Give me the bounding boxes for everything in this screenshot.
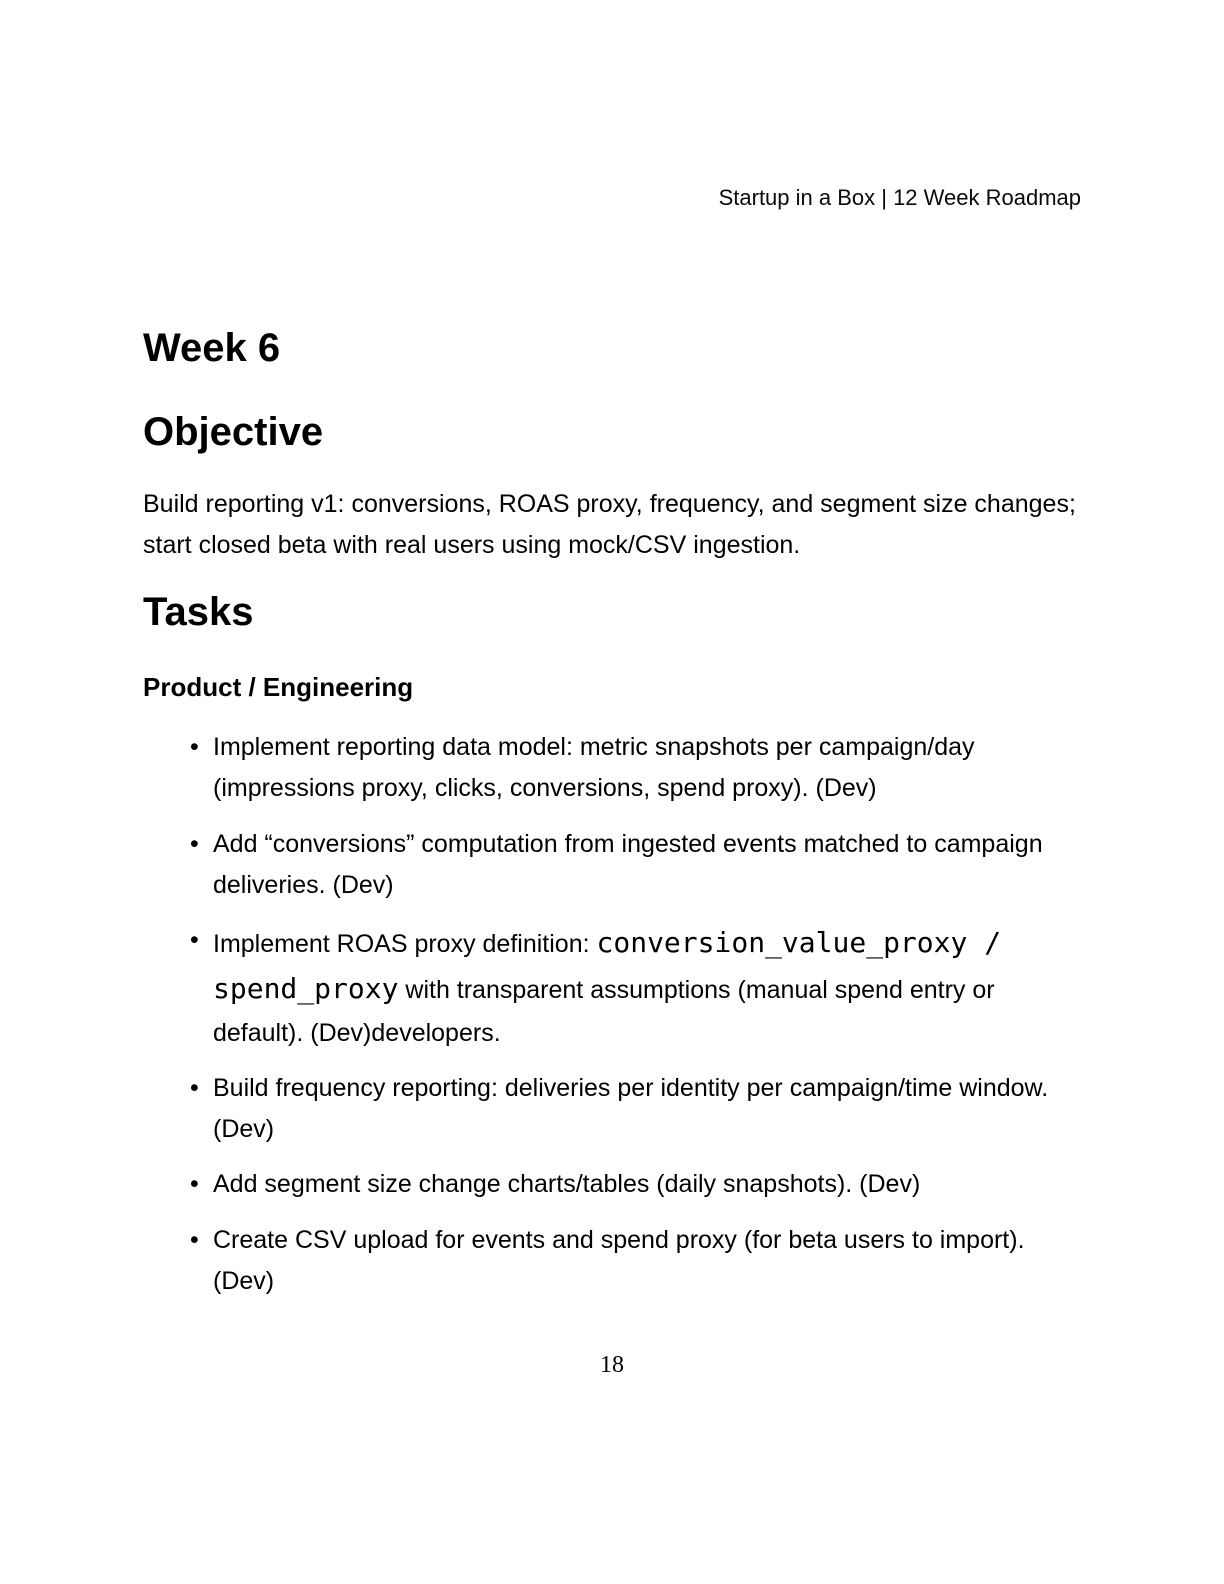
task-item — [143, 727, 1081, 810]
tasks-heading: Tasks — [143, 590, 254, 634]
task-item — [143, 1220, 1081, 1303]
task-item — [143, 1068, 1081, 1151]
task-item-text: Add segment size change charts/tables (daily snapshots). (Dev) — [213, 1170, 921, 1199]
task-item — [143, 1164, 1081, 1205]
task-item-text: Build frequency reporting: deliveries per identity per campaign/time window. (Dev) — [213, 1073, 1049, 1144]
running-header: Startup in a Box | 12 Week Roadmap — [718, 185, 1081, 210]
task-item — [143, 824, 1081, 907]
inline-code: conversion_value_proxy / spend_proxy — [213, 926, 1018, 1006]
week-title: Week 6 — [143, 325, 281, 370]
objective-heading: Objective — [143, 409, 324, 454]
task-item-text: Create CSV upload for events and spend proxy (for beta users to import). (Dev) — [213, 1225, 1025, 1295]
task-item — [143, 920, 1081, 1054]
objective-text: Build reporting v1: conversions, ROAS proxy, frequency, and segment size changes; start closed beta with real users using mock/CSV ingestion. — [143, 489, 1076, 559]
task-item-text: with transparent assumptions (manual spend entry or default). (Dev)developers. — [213, 976, 995, 1047]
task-item-text: Implement ROAS proxy definition: — [213, 930, 597, 959]
page-number: 18 — [600, 1352, 624, 1378]
task-item-text: Add “conversions” computation from ingested events matched to campaign deliveries. (Dev) — [213, 829, 1043, 899]
subsection-heading-product-engineering: Product / Engineering — [143, 672, 414, 702]
task-item-text: Implement reporting data model: metric snapshots per campaign/day (impressions proxy, clicks, conversions, spend proxy). (Dev) — [213, 733, 975, 803]
task-list — [143, 727, 1081, 1302]
